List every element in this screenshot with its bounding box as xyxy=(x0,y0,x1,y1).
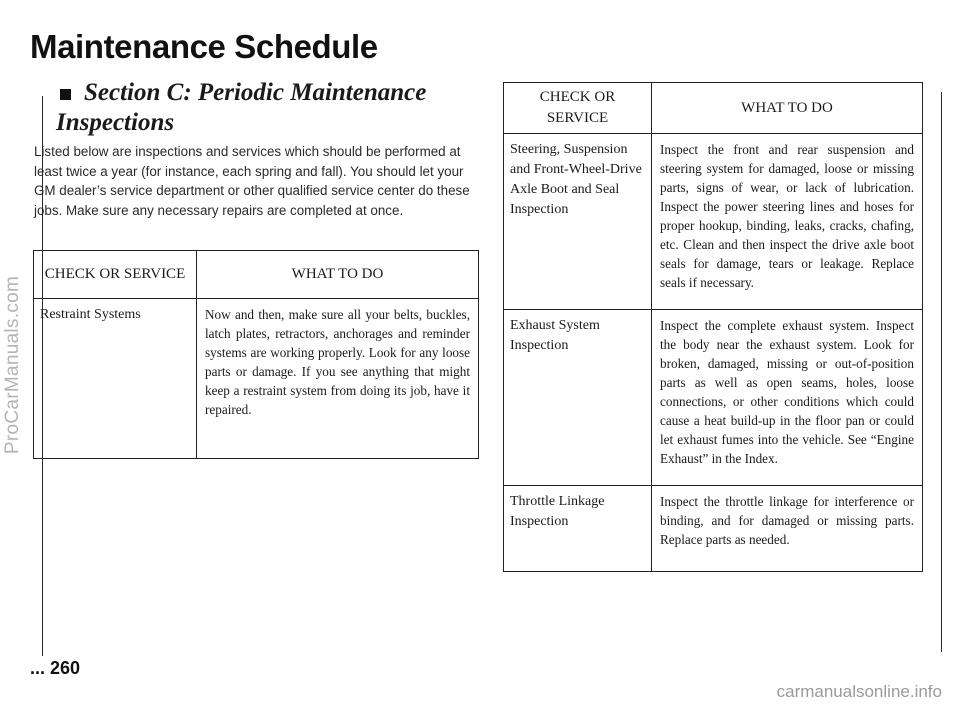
table-row xyxy=(504,310,923,486)
right-maintenance-table xyxy=(503,82,923,572)
what-to-do-cell: Inspect the throttle linkage for interference or binding, and for damaged or missing parts. Replace parts as needed. xyxy=(652,486,923,572)
table-row xyxy=(504,134,923,310)
what-to-do-cell: Now and then, make sure all your belts, buckles, latch plates, retractors, anchorages and reminder systems are working properly. Look for any loose parts or damage. If you see anything that might keep a restraint system from doing its job, have it repaired. xyxy=(197,299,479,459)
service-cell: Restraint Systems xyxy=(34,299,197,459)
service-cell: Exhaust System Inspection xyxy=(504,310,652,486)
col-header-what-to-do: WHAT TO DO xyxy=(197,251,479,299)
page-title: Maintenance Schedule xyxy=(30,28,378,65)
col-header-check-service: CHECK OR SERVICE xyxy=(504,83,652,134)
section-heading xyxy=(56,78,476,138)
col-header-what-to-do: WHAT TO DO xyxy=(652,83,923,134)
table-header-row xyxy=(504,83,923,134)
col-header-check-service: CHECK OR SERVICE xyxy=(34,251,197,299)
left-maintenance-table xyxy=(33,250,479,459)
side-watermark xyxy=(2,130,24,600)
page-number: ... 260 xyxy=(30,658,81,678)
service-cell: Steering, Suspension and Front-Wheel-Drive Axle Boot and Seal Inspection xyxy=(504,134,652,310)
right-margin-rule xyxy=(941,92,942,652)
bottom-watermark: carmanualsonline.info xyxy=(776,682,942,701)
service-cell: Throttle Linkage Inspection xyxy=(504,486,652,572)
intro-paragraph: Listed below are inspections and services which should be performed at least twice a year (for instance, each spring and fall). You should let your GM dealer’s service department or other qualified service center do these jobs. Make sure any necessary repairs are completed at once. xyxy=(34,144,470,218)
table-row xyxy=(504,486,923,572)
what-to-do-cell: Inspect the front and rear suspension and steering system for damaged, loose or missing parts, signs of wear, or lack of lubrication. Inspect the power steering lines and hoses for proper hookup, binding, leaks, cracks, chafing, etc. Clean and then inspect the drive axle boot seals for damage, tears or leakage. Replace seals if necessary. xyxy=(652,134,923,310)
side-watermark-text: ProCarManuals.com xyxy=(2,275,23,455)
section-heading-text: Section C: Periodic Maintenance Inspections xyxy=(56,79,427,136)
what-to-do-cell: Inspect the complete exhaust system. Inspect the body near the exhaust system. Look for broken, damaged, missing or out-of-position parts as well as open seams, holes, loose connections, or other conditions which could cause a heat build-up in the floor pan or could let exhaust fumes into the vehicle. See “Engine Exhaust” in the Index. xyxy=(652,310,923,486)
table-row xyxy=(34,299,479,459)
table-header-row xyxy=(34,251,479,299)
